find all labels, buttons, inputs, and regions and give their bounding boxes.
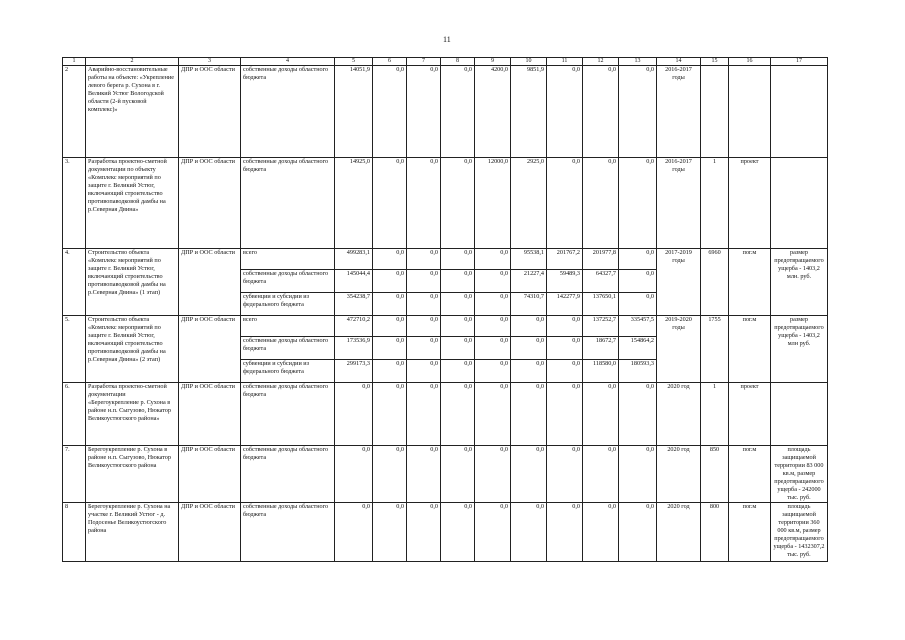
page-number: 11 [443, 35, 451, 44]
measure-name: Разработка проектно-сметной документации по объекту «Комплекс мероприятий по защите г. Великий Устюг, включающий строительство противопаводковой дамбы на р.Северная Двина» [86, 158, 179, 249]
amount-value: 0,0 [441, 270, 475, 293]
amount-value: 0,0 [475, 270, 511, 293]
funding-source: собственные доходы областного бюджета [241, 66, 335, 158]
measure-name: Строительство объекта «Комплекс мероприятий по защите г. Великий Устюг, включающий строительство противопаводковой дамбы на р.Северная Двина» (1 этап) [86, 249, 179, 316]
table-row [63, 249, 828, 270]
amount-value: 145044,4 [335, 270, 373, 293]
amount-value: 0,0 [547, 158, 583, 249]
amount-value: 0,0 [475, 293, 511, 316]
column-number: 17 [771, 58, 828, 66]
unit: пог.м [729, 446, 771, 503]
measure-name: Аварийно-восстановительные работы на объекте: «Укрепление левого берега р. Сухона в г. Великий Устюг Вологодской области (2-й пусковой комплекс)» [86, 66, 179, 158]
row-number: 3. [63, 158, 86, 249]
amount-value: 0,0 [619, 503, 657, 562]
amount-value: 9851,9 [511, 66, 547, 158]
amount-value: 0,0 [373, 503, 407, 562]
amount-value: 12000,0 [475, 158, 511, 249]
funding-source: всего [241, 249, 335, 270]
quantity: 6960 [701, 249, 729, 316]
unit: проект [729, 383, 771, 446]
amount-value: 64327,7 [583, 270, 619, 293]
column-number: 6 [373, 58, 407, 66]
amount-value: 118580,0 [583, 360, 619, 383]
amount-value: 0,0 [475, 316, 511, 337]
column-number: 16 [729, 58, 771, 66]
amount-value: 4200,0 [475, 66, 511, 158]
expected-result [771, 66, 828, 158]
amount-value: 0,0 [583, 66, 619, 158]
amount-value: 201767,2 [547, 249, 583, 270]
funding-source: собственные доходы областного бюджета [241, 383, 335, 446]
amount-value: 173536,9 [335, 337, 373, 360]
expected-result: площадь защищаемой территории 83 000 кв.м, размер предотвращаемого ущерба - 242000 тыс. руб. [771, 446, 828, 503]
amount-value: 0,0 [475, 503, 511, 562]
amount-value: 0,0 [441, 446, 475, 503]
amount-value: 0,0 [407, 337, 441, 360]
quantity: 1 [701, 158, 729, 249]
amount-value: 0,0 [407, 446, 441, 503]
amount-value: 0,0 [441, 503, 475, 562]
unit: пог.м [729, 503, 771, 562]
funding-source: субвенции и субсидии из федерального бюджета [241, 360, 335, 383]
expected-result: площадь защищаемой территории 360 000 кв.м, размер предотвращаемого ущерба - 1432307,2 тыс. руб. [771, 503, 828, 562]
amount-value: 0,0 [511, 503, 547, 562]
quantity [701, 66, 729, 158]
measure-name: Строительство объекта «Комплекс мероприятий по защите г. Великий Устюг, включающий строительство противопаводковой дамбы на р.Северная Двина» (2 этап) [86, 316, 179, 383]
amount-value: 0,0 [547, 337, 583, 360]
amount-value: 0,0 [547, 503, 583, 562]
period: 2016-2017 годы [657, 158, 701, 249]
amount-value: 0,0 [373, 360, 407, 383]
amount-value: 0,0 [475, 383, 511, 446]
funding-source: собственные доходы областного бюджета [241, 158, 335, 249]
header-row [63, 58, 828, 66]
amount-value: 299173,3 [335, 360, 373, 383]
table-row [63, 503, 828, 562]
amount-value: 0,0 [583, 383, 619, 446]
column-number: 3 [179, 58, 241, 66]
amount-value: 0,0 [335, 503, 373, 562]
unit: пог.м [729, 316, 771, 383]
funding-source: собственные доходы областного бюджета [241, 337, 335, 360]
quantity: 1 [701, 383, 729, 446]
amount-value: 95538,1 [511, 249, 547, 270]
amount-value: 154864,2 [619, 337, 657, 360]
table-row [63, 158, 828, 249]
amount-value: 21227,4 [511, 270, 547, 293]
amount-value: 74310,7 [511, 293, 547, 316]
column-number: 2 [86, 58, 179, 66]
unit: проект [729, 158, 771, 249]
expected-result: размер предотвращаемого ущерба - 1403,2 млн. руб. [771, 249, 828, 316]
amount-value: 14925,0 [335, 158, 373, 249]
column-number: 11 [547, 58, 583, 66]
measure-name: Берегоукрепление р. Сухона в районе н.п. Сыгузово, Нюкатор Великоустюгского района [86, 446, 179, 503]
program-table [62, 57, 828, 562]
row-number: 7. [63, 446, 86, 503]
row-number: 5. [63, 316, 86, 383]
amount-value: 0,0 [619, 270, 657, 293]
amount-value: 0,0 [583, 503, 619, 562]
amount-value: 0,0 [511, 316, 547, 337]
executor: ДПР и ООС области [179, 503, 241, 562]
amount-value: 180593,3 [619, 360, 657, 383]
amount-value: 0,0 [441, 337, 475, 360]
column-number: 9 [475, 58, 511, 66]
column-number: 12 [583, 58, 619, 66]
amount-value: 354238,7 [335, 293, 373, 316]
amount-value: 0,0 [547, 383, 583, 446]
amount-value: 0,0 [475, 249, 511, 270]
amount-value: 137252,7 [583, 316, 619, 337]
executor: ДПР и ООС области [179, 383, 241, 446]
period: 2019-2020 годы [657, 316, 701, 383]
executor: ДПР и ООС области [179, 316, 241, 383]
amount-value: 0,0 [373, 337, 407, 360]
column-number: 8 [441, 58, 475, 66]
quantity: 850 [701, 446, 729, 503]
amount-value: 0,0 [441, 249, 475, 270]
amount-value: 0,0 [547, 446, 583, 503]
row-number: 2 [63, 66, 86, 158]
amount-value: 0,0 [547, 316, 583, 337]
table-row [63, 316, 828, 337]
measure-name: Берегоукрепление р. Сухона на участке г. Великий Устюг - д. Подосенье Великоустюгского района [86, 503, 179, 562]
amount-value: 0,0 [373, 446, 407, 503]
amount-value: 0,0 [441, 316, 475, 337]
period: 2020 год [657, 503, 701, 562]
amount-value: 0,0 [335, 383, 373, 446]
amount-value: 0,0 [373, 383, 407, 446]
column-number: 4 [241, 58, 335, 66]
executor: ДПР и ООС области [179, 158, 241, 249]
amount-value: 0,0 [407, 316, 441, 337]
amount-value: 0,0 [373, 316, 407, 337]
amount-value: 0,0 [619, 158, 657, 249]
table-row [63, 66, 828, 158]
funding-source: всего [241, 316, 335, 337]
amount-value: 0,0 [441, 66, 475, 158]
amount-value: 0,0 [373, 66, 407, 158]
amount-value: 0,0 [441, 158, 475, 249]
amount-value: 0,0 [373, 293, 407, 316]
period: 2016-2017 годы [657, 66, 701, 158]
amount-value: 0,0 [619, 66, 657, 158]
period: 2017-2019 годы [657, 249, 701, 316]
amount-value: 0,0 [407, 293, 441, 316]
amount-value: 0,0 [373, 249, 407, 270]
column-number: 15 [701, 58, 729, 66]
amount-value: 0,0 [619, 383, 657, 446]
column-number: 1 [63, 58, 86, 66]
amount-value: 0,0 [547, 360, 583, 383]
amount-value: 335457,5 [619, 316, 657, 337]
amount-value: 0,0 [475, 337, 511, 360]
executor: ДПР и ООС области [179, 446, 241, 503]
amount-value: 0,0 [407, 249, 441, 270]
unit: пог.м [729, 249, 771, 316]
amount-value: 0,0 [373, 158, 407, 249]
funding-source: собственные доходы областного бюджета [241, 446, 335, 503]
column-number: 10 [511, 58, 547, 66]
column-number: 7 [407, 58, 441, 66]
amount-value: 0,0 [547, 66, 583, 158]
amount-value: 0,0 [441, 293, 475, 316]
amount-value: 0,0 [583, 446, 619, 503]
amount-value: 0,0 [335, 446, 373, 503]
row-number: 6. [63, 383, 86, 446]
amount-value: 0,0 [407, 270, 441, 293]
amount-value: 0,0 [441, 383, 475, 446]
amount-value: 142277,9 [547, 293, 583, 316]
period: 2020 год [657, 446, 701, 503]
amount-value: 0,0 [373, 270, 407, 293]
amount-value: 499283,1 [335, 249, 373, 270]
executor: ДПР и ООС области [179, 66, 241, 158]
amount-value: 137650,1 [583, 293, 619, 316]
measure-name: Разработка проектно-сметной документации «Берегоукрепление р. Сухона в районе н.п. Сыгузово, Нюкатор Великоустюгского района» [86, 383, 179, 446]
amount-value: 14051,9 [335, 66, 373, 158]
amount-value: 472710,2 [335, 316, 373, 337]
quantity: 1755 [701, 316, 729, 383]
amount-value: 0,0 [407, 66, 441, 158]
amount-value: 2925,0 [511, 158, 547, 249]
funding-source: собственные доходы областного бюджета [241, 503, 335, 562]
column-number: 14 [657, 58, 701, 66]
amount-value: 0,0 [475, 360, 511, 383]
amount-value: 0,0 [511, 337, 547, 360]
amount-value: 0,0 [511, 383, 547, 446]
amount-value: 0,0 [407, 503, 441, 562]
amount-value: 0,0 [619, 446, 657, 503]
funding-source: субвенции и субсидии из федерального бюджета [241, 293, 335, 316]
executor: ДПР и ООС области [179, 249, 241, 316]
amount-value: 0,0 [619, 249, 657, 270]
amount-value: 0,0 [407, 158, 441, 249]
column-number: 5 [335, 58, 373, 66]
amount-value: 201977,8 [583, 249, 619, 270]
amount-value: 0,0 [583, 158, 619, 249]
amount-value: 59489,3 [547, 270, 583, 293]
row-number: 4. [63, 249, 86, 316]
amount-value: 0,0 [511, 446, 547, 503]
quantity: 800 [701, 503, 729, 562]
amount-value: 18672,7 [583, 337, 619, 360]
expected-result: размер предотвращаемого ущерба - 1403,2 млн руб. [771, 316, 828, 383]
amount-value: 0,0 [407, 360, 441, 383]
amount-value: 0,0 [511, 360, 547, 383]
amount-value: 0,0 [407, 383, 441, 446]
table-row [63, 446, 828, 503]
funding-source: собственные доходы областного бюджета [241, 270, 335, 293]
unit [729, 66, 771, 158]
amount-value: 0,0 [619, 293, 657, 316]
amount-value: 0,0 [441, 360, 475, 383]
table-row [63, 383, 828, 446]
row-number: 8 [63, 503, 86, 562]
period: 2020 год [657, 383, 701, 446]
column-number: 13 [619, 58, 657, 66]
expected-result [771, 383, 828, 446]
expected-result [771, 158, 828, 249]
amount-value: 0,0 [475, 446, 511, 503]
